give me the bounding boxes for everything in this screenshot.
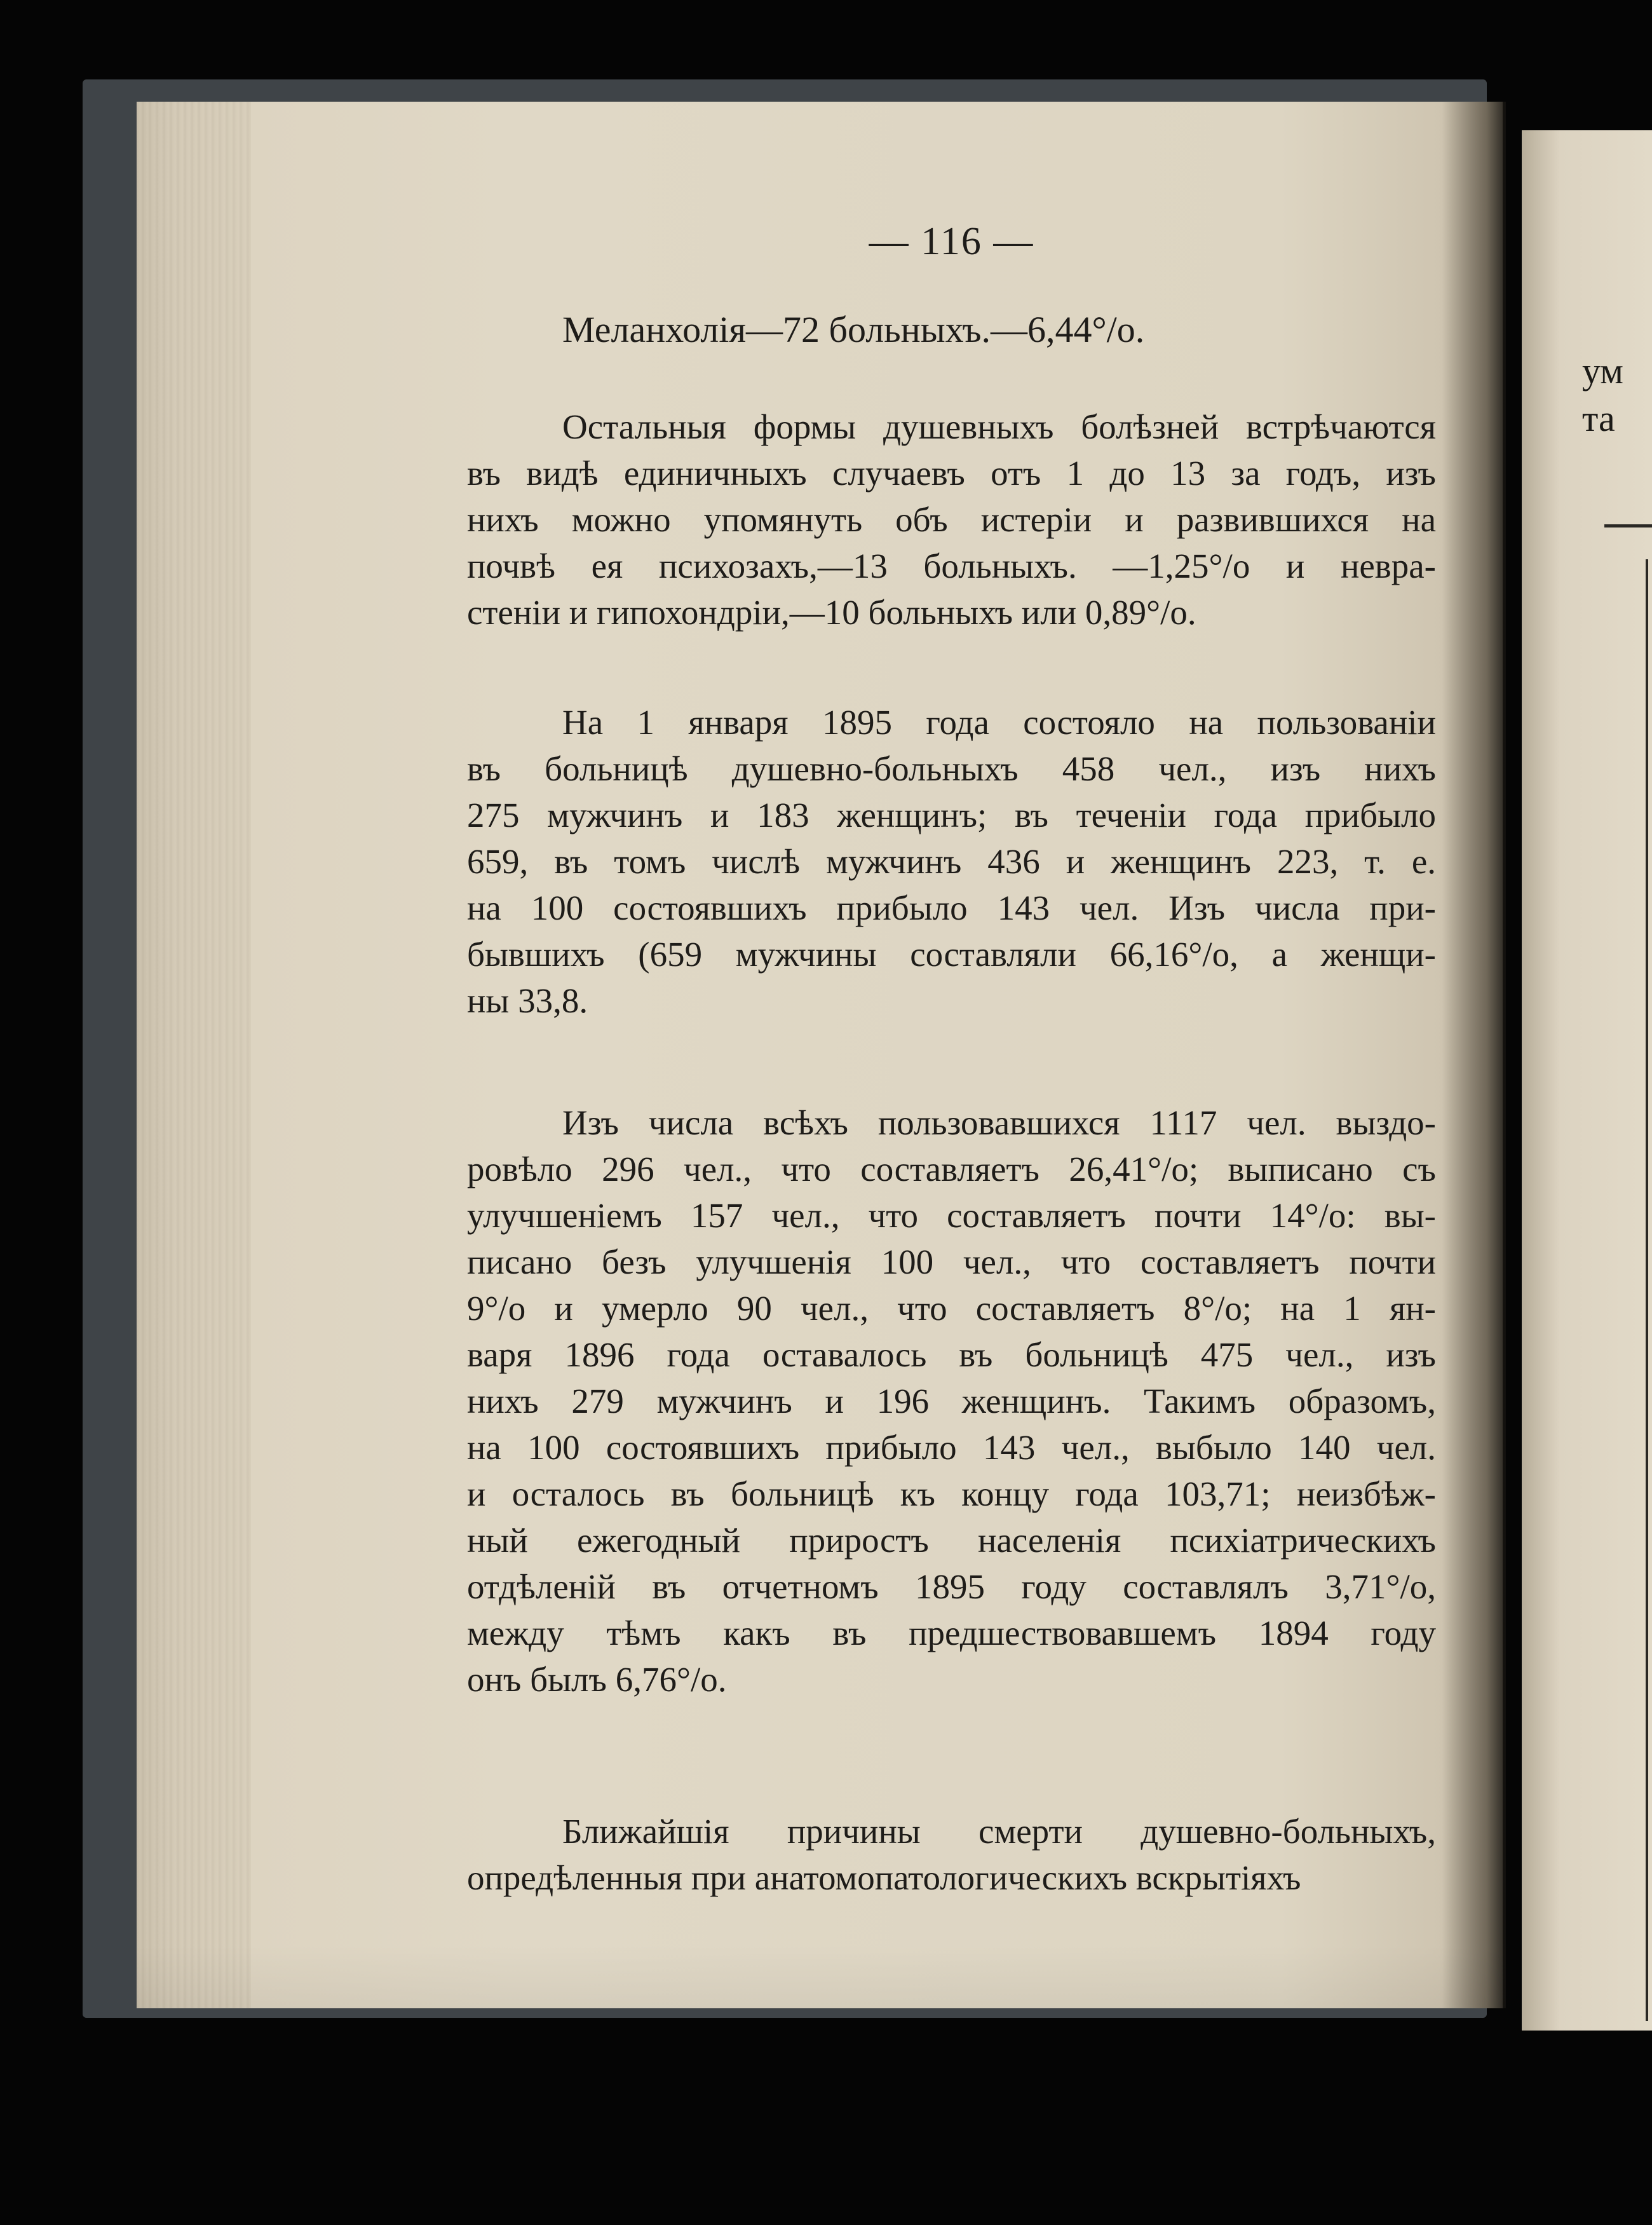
text-line: 659, въ томъ числѣ мужчинъ 436 и женщинъ 223, т. е. <box>467 842 1436 881</box>
section-heading: Меланхолія—72 больныхъ.—6,44°/o. <box>562 309 1145 350</box>
text-line: между тѣмъ какъ въ предшествовавшемъ 1894 году <box>467 1614 1436 1652</box>
text-line: писано безъ улучшенія 100 чел., что составляетъ почти <box>467 1242 1436 1281</box>
text-line: нихъ 279 мужчинъ и 196 женщинъ. Такимъ образомъ, <box>467 1382 1436 1420</box>
facing-page <box>1522 130 1652 2031</box>
book-page <box>137 102 1503 2008</box>
page-stack-edge <box>137 102 251 2008</box>
text-line: 9°/o и умерло 90 чел., что составляетъ 8°/o; на 1 ян- <box>467 1289 1436 1328</box>
paragraph <box>467 1099 1436 1703</box>
text-line: въ видѣ единичныхъ случаевъ отъ 1 до 13 за годъ, изъ <box>467 454 1436 493</box>
facing-page-table-border <box>1646 559 1648 2021</box>
page-number: — 116 — <box>869 220 1034 263</box>
text-line: опредѣленныя при анатомопатологическихъ вскрытіяхъ <box>467 1858 1301 1897</box>
page-bottom-shade <box>137 1945 1503 2008</box>
paragraph <box>467 1808 1436 1901</box>
text-line: и осталось въ больницѣ къ концу года 103,71; неизбѣж- <box>467 1474 1436 1513</box>
text-line: ровѣло 296 чел., что составляетъ 26,41°/o; выписано съ <box>467 1150 1436 1188</box>
text-line: отдѣленій въ отчетномъ 1895 году составлялъ 3,71°/o, <box>467 1567 1436 1606</box>
text-line: въ больницѣ душевно-больныхъ 458 чел., изъ нихъ <box>467 749 1436 788</box>
facing-page-rule <box>1604 524 1652 527</box>
facing-page-fragment: ум <box>1582 350 1623 391</box>
text-line: ны 33,8. <box>467 981 588 1020</box>
text-line: варя 1896 года оставалось въ больницѣ 475 чел., изъ <box>467 1335 1436 1374</box>
text-line: на 100 состоявшихъ прибыло 143 чел., выбыло 140 чел. <box>467 1428 1436 1467</box>
text-line: Ближайшія причины смерти душевно-больныхъ, <box>562 1812 1436 1851</box>
text-line: 275 мужчинъ и 183 женщинъ; въ теченіи года прибыло <box>467 796 1436 834</box>
text-line: на 100 состоявшихъ прибыло 143 чел. Изъ числа при- <box>467 888 1436 927</box>
text-line: бывшихъ (659 мужчины составляли 66,16°/o, а женщи- <box>467 935 1436 974</box>
text-line: стеніи и гипохондріи,—10 больныхъ или 0,89°/o. <box>467 593 1196 632</box>
facing-page-fragment: та <box>1582 398 1615 439</box>
text-line: На 1 января 1895 года состояло на пользованіи <box>562 703 1436 742</box>
text-line: почвѣ ея психозахъ,—13 больныхъ. —1,25°/o и невра- <box>467 547 1436 585</box>
paragraph <box>467 404 1436 636</box>
gutter-shadow <box>1442 102 1506 2008</box>
text-line: нихъ можно упомянуть объ истеріи и развившихся на <box>467 500 1436 539</box>
paragraph <box>467 699 1436 1024</box>
text-line: Остальныя формы душевныхъ болѣзней встрѣчаются <box>562 407 1436 446</box>
text-line: Изъ числа всѣхъ пользовавшихся 1117 чел. выздо- <box>562 1103 1436 1142</box>
text-line: улучшеніемъ 157 чел., что составляетъ почти 14°/o: вы- <box>467 1196 1436 1235</box>
text-line: онъ былъ 6,76°/o. <box>467 1660 727 1699</box>
text-line: ный ежегодный приростъ населенія психіатрическихъ <box>467 1521 1436 1560</box>
